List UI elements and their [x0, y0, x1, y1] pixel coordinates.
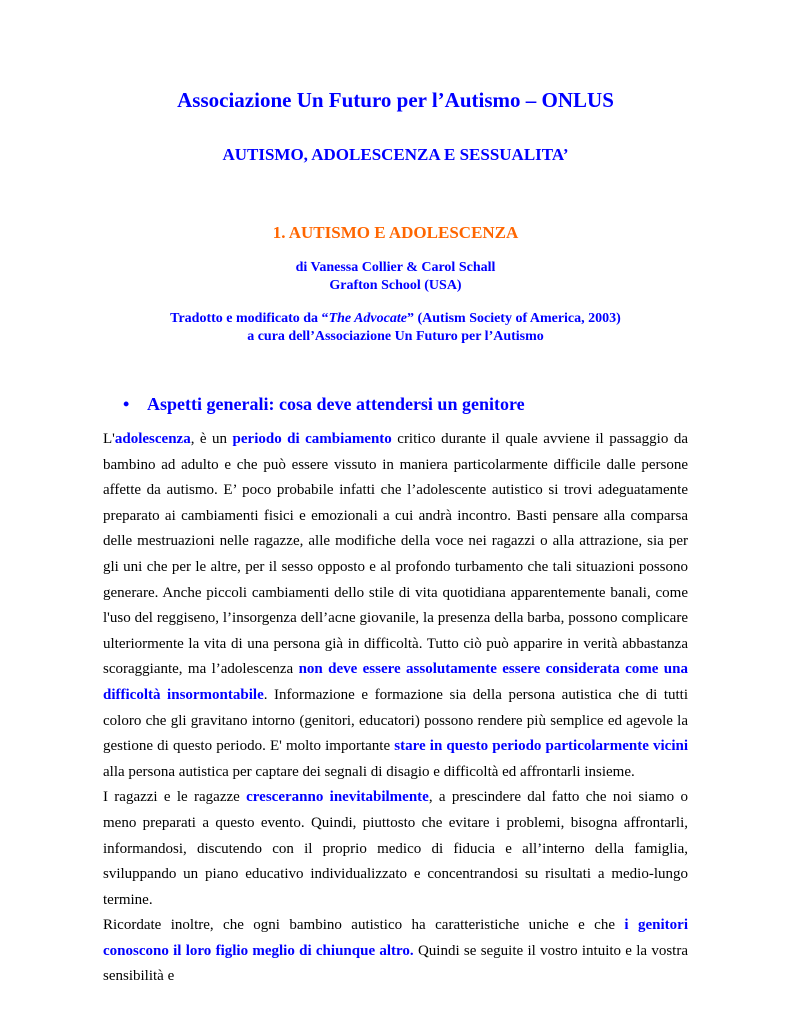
authors-names: di Vanessa Collier & Carol Schall	[295, 260, 496, 275]
emphasis-genitori-conoscono: i genitori conoscono il loro figlio meglio di chiunque altro.	[103, 917, 688, 959]
bullet-icon: •	[123, 394, 130, 414]
text-run: , a prescindere dal fatto che noi siamo o meno preparati a questo evento. Quindi, piuttosto che evitare i problemi, bisogna affrontarli, informandosi, discutendo con il proprio medico di fiducia e all’interno della famiglia, sviluppando un piano educativo individualizzato e concentrandosi su risultati a medio-lungo termine.	[103, 789, 688, 908]
text-run: Quindi se seguite il vostro intuito e la vostra sensibilità e	[103, 942, 689, 985]
authors-school: Grafton School (USA)	[329, 278, 462, 293]
authors-block	[0, 259, 791, 295]
text-run: Ricordate inoltre, che ogni bambino autistico ha caratteristiche uniche e che	[103, 917, 625, 934]
body-text	[103, 427, 688, 990]
paragraph-1	[103, 427, 688, 785]
text-run: critico durante il quale avviene il passaggio da bambino ad adulto e che può essere vissuto in maniera particolarmente difficile dalle persone affette da autismo. E’ poco probabile infatti che l’adolescente autistico si trovi adeguatamente preparato ai cambiamenti fisici e emozionali a cui andrà incontro. Basti pensare alla comparsa delle mestruazioni nelle ragazze, alle modifiche della voce nei ragazzi o alla attrazione, sia per gli uni che per le altre, per il sesso opposto e al profondo turbamento che tali situazioni possono generare. Anche piccoli cambiamenti dello stile di vita quotidiana apparentemente banali, come l'uso del reggiseno, l’insorgenza dell’acne giovanile, la presenza della barba, possono complicare ulteriormente la vita di una persona già in difficoltà. Tutto ciò può apparire in verità abbastanza scoraggiante, ma l’adolescenza	[103, 431, 688, 678]
emphasis-cresceranno: cresceranno inevitabilmente	[246, 789, 429, 806]
emphasis-stare-vicini: stare in questo periodo particolarmente vicini	[394, 738, 688, 755]
paragraph-2	[103, 785, 688, 913]
emphasis-periodo-cambiamento: periodo di cambiamento	[232, 431, 392, 447]
subsection-heading	[123, 394, 525, 415]
text-run: L'	[103, 431, 115, 447]
text-run: I ragazzi e le ragazze	[103, 789, 247, 806]
document-title: AUTISMO, ADOLESCENZA E SESSUALITA’	[222, 145, 569, 164]
translation-credit	[0, 310, 791, 346]
emphasis-difficolta: non deve essere assolutamente essere considerata come una difficoltà insormontabile	[103, 661, 688, 703]
translation-source: The Advocate	[328, 311, 407, 326]
emphasis-adolescenza: adolescenza	[114, 431, 191, 447]
text-run: , è un	[190, 431, 233, 447]
translation-suffix: ” (Autism Society of America, 2003)	[406, 311, 621, 326]
translation-line-2: a cura dell’Associazione Un Futuro per l’Autismo	[247, 329, 544, 344]
section-title: 1. AUTISMO E ADOLESCENZA	[272, 223, 519, 242]
organization-title: Associazione Un Futuro per l’Autismo – ONLUS	[177, 88, 614, 112]
subsection-heading-text: Aspetti generali: cosa deve attendersi un genitore	[147, 394, 525, 414]
translation-line-1	[0, 310, 791, 328]
translation-prefix: Tradotto e modificato da “	[170, 311, 329, 326]
text-run: alla persona autistica per captare dei segnali di disagio e difficoltà ed affrontarli insieme.	[103, 763, 635, 780]
text-run: . Informazione e formazione sia della persona autistica che di tutti coloro che gli gravitano intorno (genitori, educatori) possono rendere più semplice ed agevole la gestione di questo periodo. E' molto importante	[103, 686, 688, 755]
paragraph-3	[103, 913, 688, 990]
